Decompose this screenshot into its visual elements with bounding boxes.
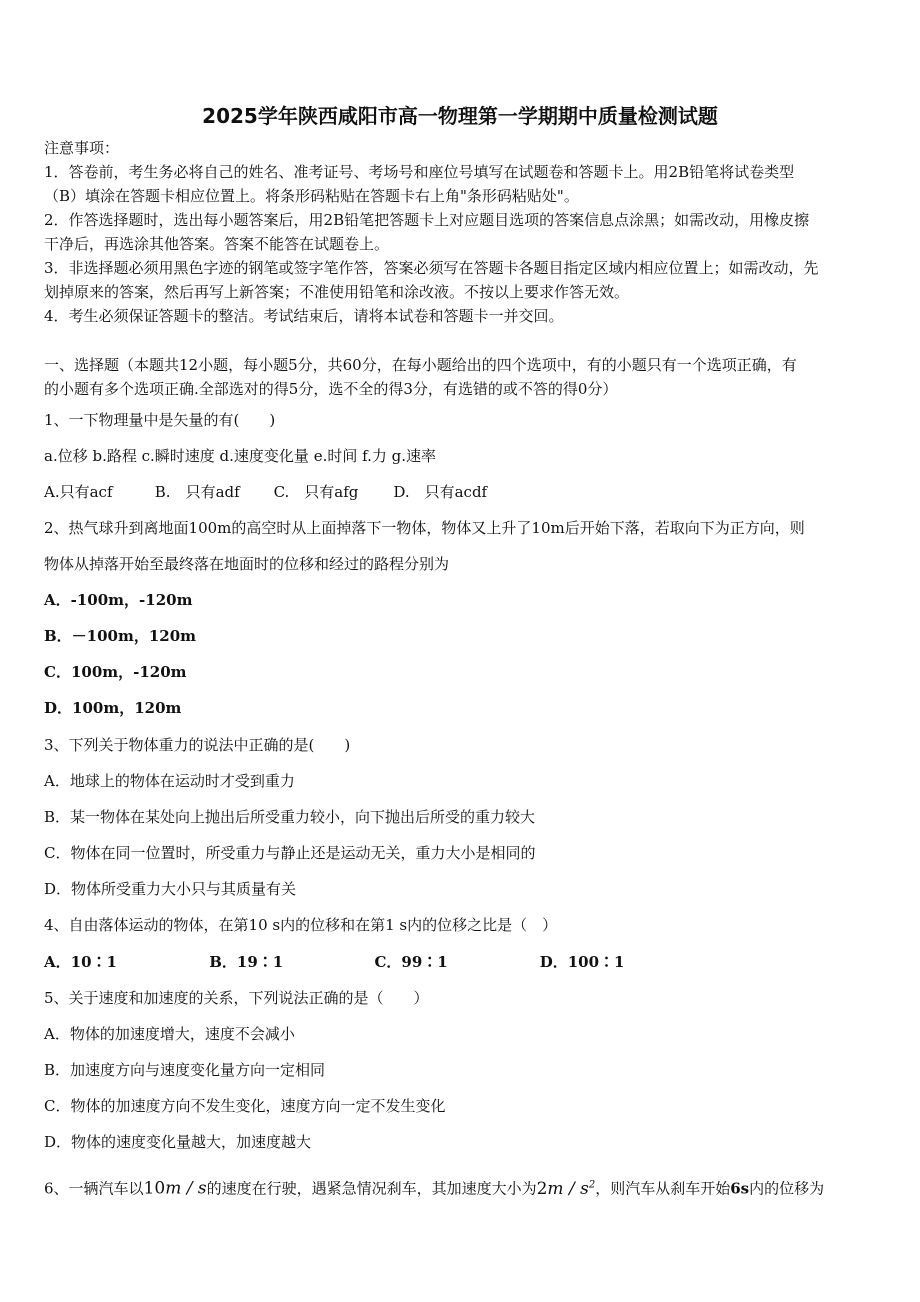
q6-text-4: 内的位移为 [749,1179,825,1198]
acceleration-unit: m / s [547,1178,589,1199]
option-c[interactable]: C．99∶1 [374,953,448,971]
option-a[interactable]: A．地球上的物体在运动时才受到重力 [44,772,295,790]
option-c[interactable]: C．物体在同一位置时，所受重力与静止还是运动无关，重力大小是相同的 [44,844,536,862]
question-3-stem: 3、下列关于物体重力的说法中正确的是( ) [44,736,351,754]
question-4-options [44,952,624,972]
q6-text-3: ，则汽车从刹车开始 [595,1179,731,1198]
notice-line: 4．考生必须保证答题卡的整洁。考试结束后，请将本试卷和答题卡一并交回。 [44,307,564,325]
speed-formula [144,1179,207,1199]
question-1-items: a.位移 b.路程 c.瞬时速度 d.速度变化量 e.时间 f.力 g.速率 [44,447,437,465]
notice-line: 干净后，再选涂其他答案。答案不能答在试题卷上。 [44,235,390,253]
option-a[interactable]: A．-100m，-120m [44,591,193,609]
acceleration-formula [537,1179,596,1199]
q6-time: 6s [730,1179,750,1198]
question-2-stem-cont: 物体从掉落开始至最终落在地面时的位移和经过的路程分别为 [44,555,450,573]
notice-heading: 注意事项： [44,139,120,157]
option-c[interactable]: C．100m，-120m [44,663,187,681]
question-1-stem: 1、一下物理量中是矢量的有( ) [44,411,276,429]
notice-line: 3．非选择题必须用黑色字迹的钢笔或签字笔作答，答案必须写在答题卡各题目指定区域内相应位置上；如需改动，先 [44,259,819,277]
page-title: 2025学年陕西咸阳市高一物理第一学期期中质量检测试题 [202,104,718,128]
acceleration-exponent: 2 [588,1179,596,1190]
notice-line: 划掉原来的答案，然后再写上新答案；不准使用铅笔和涂改液。不按以上要求作答无效。 [44,283,630,301]
section-heading-cont: 的小题有多个选项正确.全部选对的得5分，选不全的得3分，有选错的或不答的得0分） [44,380,618,398]
option-a[interactable]: A．10∶1 [44,953,117,971]
q6-text-2: 的速度在行驶，遇紧急情况刹车，其加速度大小为 [206,1179,537,1198]
option-d[interactable]: D．100m，120m [44,699,182,717]
question-6-stem [44,1175,824,1199]
option-b[interactable]: B．加速度方向与速度变化量方向一定相同 [44,1061,326,1079]
option-b[interactable]: B．－100m，120m [44,627,197,645]
option-a[interactable]: A．物体的加速度增大，速度不会减小 [44,1025,295,1043]
option-b[interactable]: B．19∶1 [209,953,284,971]
option-b[interactable]: B. 只有adf [154,483,240,501]
notice-line: 2．作答选择题时，选出每小题答案后，用2B铅笔把答题卡上对应题目选项的答案信息点涂黑；如需改动，用橡皮擦 [44,211,810,229]
option-b[interactable]: B．某一物体在某处向上抛出后所受重力较小，向下抛出后所受的重力较大 [44,808,536,826]
option-d[interactable]: D. 只有acdf [393,483,488,501]
notice-line: （B）填涂在答题卡相应位置上。将条形码粘贴在答题卡右上角"条形码粘贴处"。 [44,187,579,205]
q6-text-1: 6、一辆汽车以 [44,1179,144,1198]
speed-unit: m / s [165,1178,207,1199]
option-a[interactable]: A.只有acf [44,483,113,501]
question-1-options [44,482,487,502]
acceleration-value: 2 [536,1178,548,1199]
option-d[interactable]: D．物体的速度变化量越大，加速度越大 [44,1133,312,1151]
question-5-stem: 5、关于速度和加速度的关系，下列说法正确的是（ ） [44,989,429,1007]
option-c[interactable]: C. 只有afg [273,483,359,501]
option-d[interactable]: D．物体所受重力大小只与其质量有关 [44,880,297,898]
speed-value: 10 [143,1178,166,1199]
option-c[interactable]: C．物体的加速度方向不发生变化，速度方向一定不发生变化 [44,1097,446,1115]
notice-line: 1．答卷前，考生务必将自己的姓名、准考证号、考场号和座位号填写在试题卷和答题卡上。用2B铅笔将试卷类型 [44,163,795,181]
question-4-stem: 4、自由落体运动的物体，在第10 s内的位移和在第1 s内的位移之比是（ ） [44,916,558,934]
section-heading: 一、选择题（本题共12小题，每小题5分，共60分，在每小题给出的四个选项中，有的小题只有一个选项正确，有 [44,356,797,374]
question-2-stem: 2、热气球升到离地面100m的高空时从上面掉落下一物体，物体又上升了10m后开始下落，若取向下为正方向，则 [44,519,805,537]
option-d[interactable]: D．100∶1 [539,953,625,971]
